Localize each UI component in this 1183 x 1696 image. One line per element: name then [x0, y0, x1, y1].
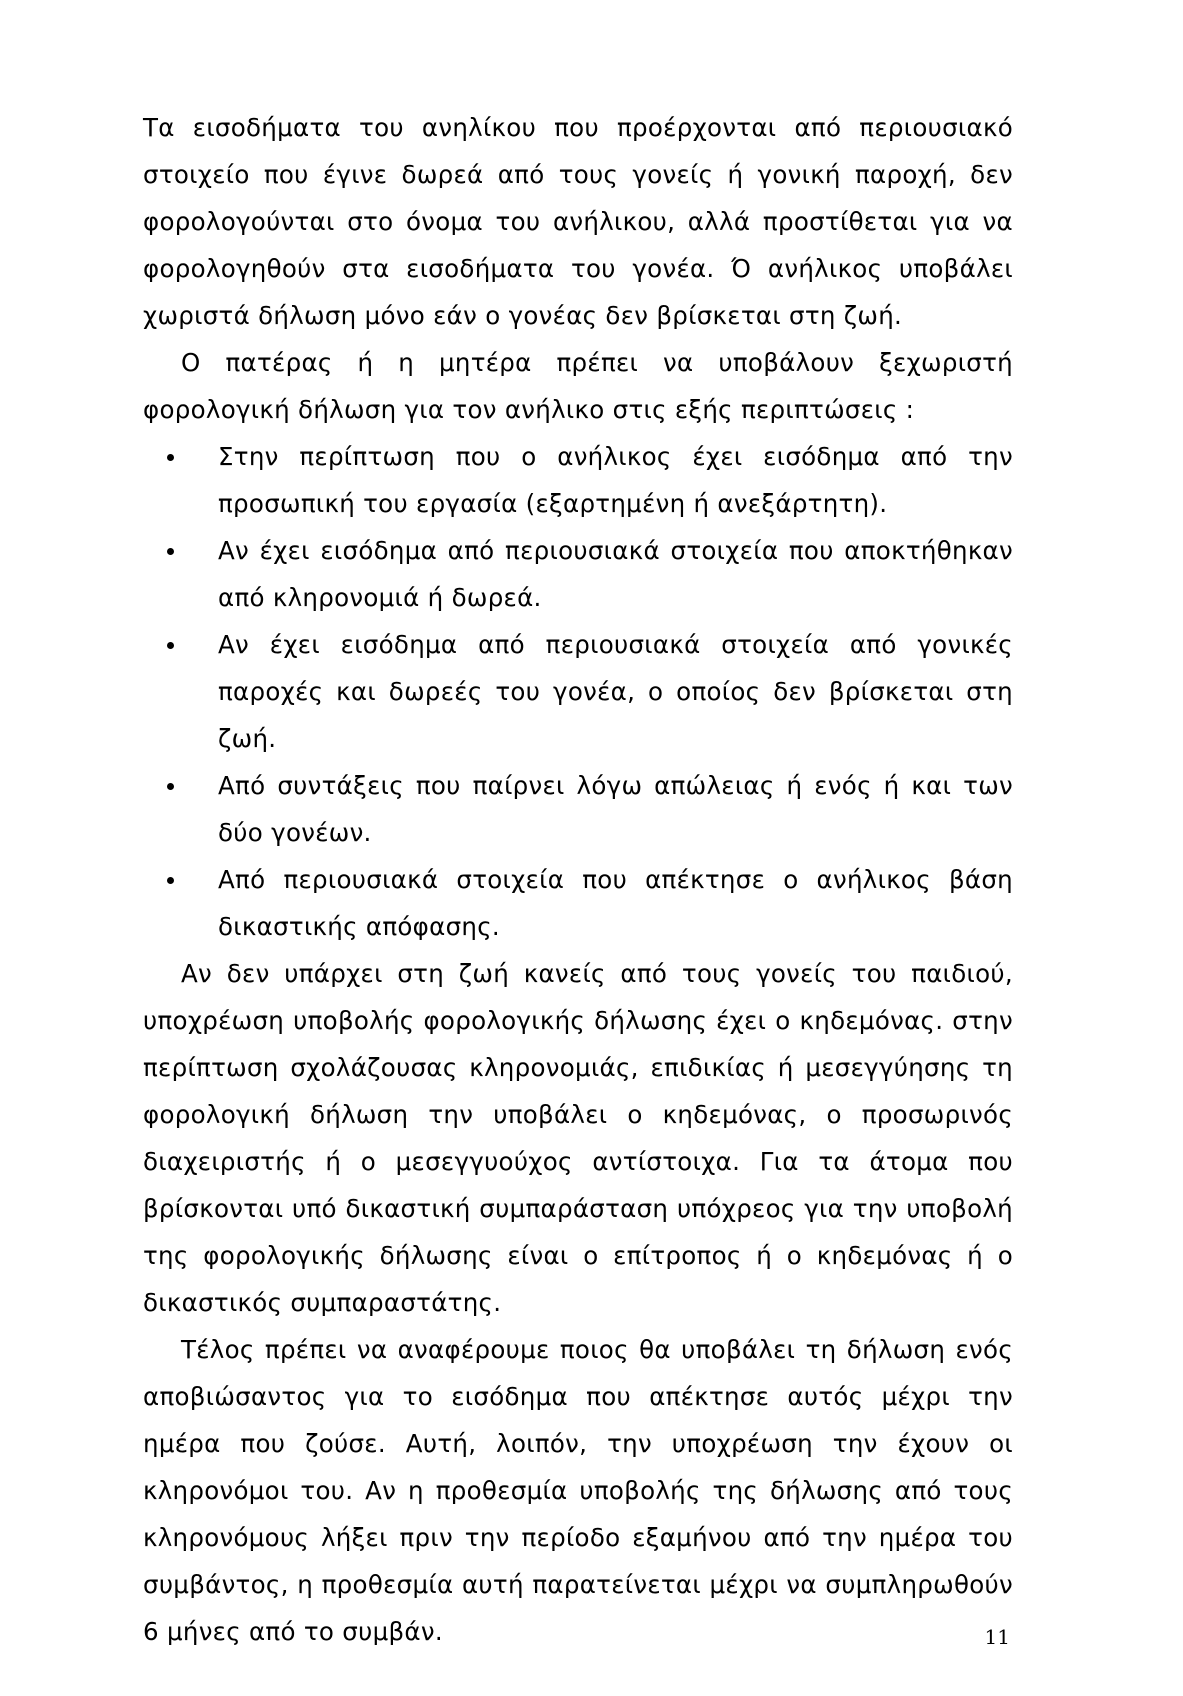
- page-body: [143, 104, 1013, 1655]
- paragraph-minor-income: Τα εισοδήματα του ανηλίκου που προέρχονται από περιουσιακό στοιχείο που έγινε δωρεά από τους γονείς ή γονική παροχή, δεν φορολογούνται στο όνομα του ανήλικου, αλλά προστίθεται για να φορολογηθούν στα εισοδήματα του γονέα. Ό ανήλικος υποβάλει χωριστά δήλωση μόνο εάν ο γονέας δεν βρίσκεται στη ζωή.: [143, 113, 1013, 330]
- page-number: 11: [984, 1625, 1010, 1649]
- list-item-text: Στην περίπτωση που ο ανήλικος έχει εισόδημα από την προσωπική του εργασία (εξαρτημένη ή ανεξάρτητη).: [218, 442, 1013, 518]
- list-item-text: Από περιουσιακά στοιχεία που απέκτησε ο ανήλικος βάση δικαστικής απόφασης.: [218, 865, 1013, 941]
- list-item-text: Από συντάξεις που παίρνει λόγω απώλειας ή ενός ή και των δύο γονέων.: [218, 771, 1013, 847]
- bullet-icon: [167, 548, 174, 555]
- paragraph-guardian: Αν δεν υπάρχει στη ζωή κανείς από τους γονείς του παιδιού, υποχρέωση υποβολής φορολογικής δήλωσης έχει ο κηδεμόνας. στην περίπτωση σχολάζουσας κληρονομιάς, επιδικίας ή μεσεγγύησης τη φορολογική δήλωση την υποβάλει ο κηδεμόνας, ο προσωρινός διαχειριστής ή ο μεσεγγυούχος αντίστοιχα. Για τα άτομα που βρίσκονται υπό δικαστική συμπαράσταση υπόχρεος για την υποβολή της φορολογικής δήλωσης είναι ο επίτροπος ή ο κηδεμόνας ή ο δικαστικός συμπαραστάτης.: [143, 959, 1013, 1317]
- bullet-icon: [167, 783, 174, 790]
- bullet-icon: [167, 454, 174, 461]
- bullet-icon: [167, 642, 174, 649]
- list-item: [143, 527, 1013, 621]
- paragraph-parent-obligation: Ο πατέρας ή η μητέρα πρέπει να υποβάλουν ξεχωριστή φορολογική δήλωση για τον ανήλικο στις εξής περιπτώσεις :: [143, 348, 1013, 424]
- bullet-icon: [167, 877, 174, 884]
- list-item: [143, 762, 1013, 856]
- list-item: [143, 433, 1013, 527]
- paragraph-deceased: Τέλος πρέπει να αναφέρουμε ποιος θα υποβάλει τη δήλωση ενός αποβιώσαντος για το εισόδημα που απέκτησε αυτός μέχρι την ημέρα που ζούσε. Αυτή, λοιπόν, την υποχρέωση την έχουν οι κληρονόμοι του. Αν η προθεσμία υποβολής της δήλωσης από τους κληρονόμους λήξει πριν την περίοδο εξαμήνου από την ημέρα του συμβάντος, η προθεσμία αυτή παρατείνεται μέχρι να συμπληρωθούν 6 μήνες από το συμβάν.: [143, 1335, 1013, 1646]
- list-item-text: Αν έχει εισόδημα από περιουσιακά στοιχεία από γονικές παροχές και δωρεές του γονέα, ο οποίος δεν βρίσκεται στη ζωή.: [218, 630, 1013, 753]
- bullet-list-cases: [143, 433, 1013, 950]
- list-item: [143, 856, 1013, 950]
- list-item: [143, 621, 1013, 762]
- list-item-text: Αν έχει εισόδημα από περιουσιακά στοιχεία που αποκτήθηκαν από κληρονομιά ή δωρεά.: [218, 536, 1013, 612]
